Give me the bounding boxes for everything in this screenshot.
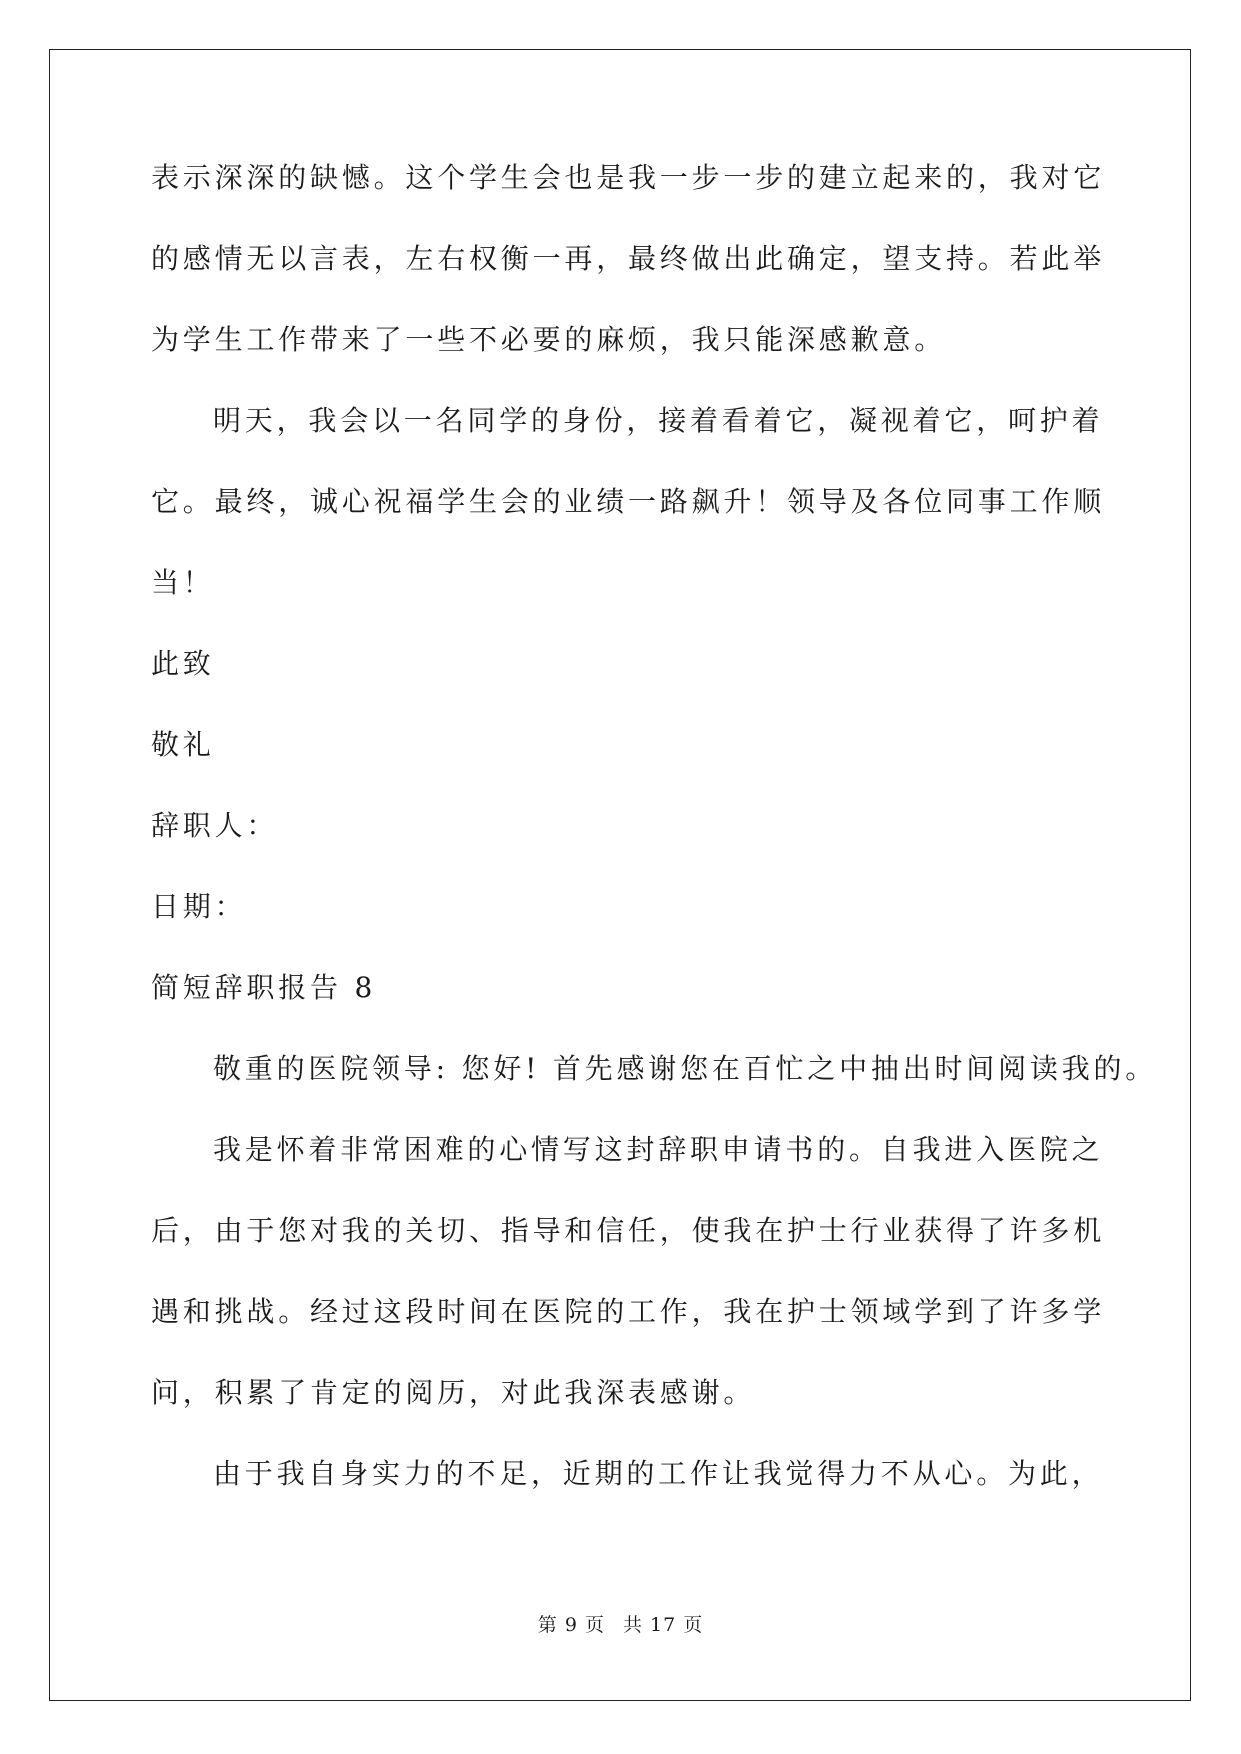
body-line: 敬重的医院领导: 您好! 首先感谢您在百忙之中抽出时间阅读我的。 (213, 1052, 1158, 1085)
body-line: 遇和挑战。经过这段时间在医院的工作，我在护士领域学到了许多学 (151, 1295, 1106, 1328)
body-line: 后，由于您对我的关切、指导和信任，使我在护士行业获得了许多机 (151, 1214, 1106, 1247)
body-line: 当！ (151, 566, 215, 599)
page-footer (0, 1612, 1241, 1638)
body-line: 它。最终，诚心祝福学生会的业绩一路飙升！领导及各位同事工作顺 (151, 485, 1106, 518)
closing-salutation: 此致 (151, 647, 215, 680)
signature-label: 辞职人： (151, 809, 279, 842)
date-label: 日期： (151, 890, 247, 923)
body-line: 的感情无以言表，左右权衡一再，最终做出此确定，望支持。若此举 (151, 242, 1106, 275)
body-line: 表示深深的缺憾。这个学生会也是我一步一步的建立起来的，我对它 (151, 161, 1106, 194)
closing-regards: 敬礼 (151, 728, 215, 761)
body-line: 由于我自身实力的不足，近期的工作让我觉得力不从心。为此， (213, 1457, 1104, 1490)
body-line: 问，积累了肯定的阅历，对此我深表感谢。 (151, 1376, 756, 1409)
body-line: 为学生工作带来了一些不必要的麻烦，我只能深感歉意。 (151, 323, 947, 356)
page-number: 第 9 页 (537, 1614, 605, 1636)
body-line: 明天，我会以一名同学的身份，接着看着它，凝视着它，呵护着 (213, 404, 1104, 437)
section-title: 简短辞职报告 8 (151, 971, 377, 1004)
body-line: 我是怀着非常困难的心情写这封辞职申请书的。自我进入医院之 (213, 1133, 1104, 1166)
page-total: 共 17 页 (622, 1614, 704, 1636)
